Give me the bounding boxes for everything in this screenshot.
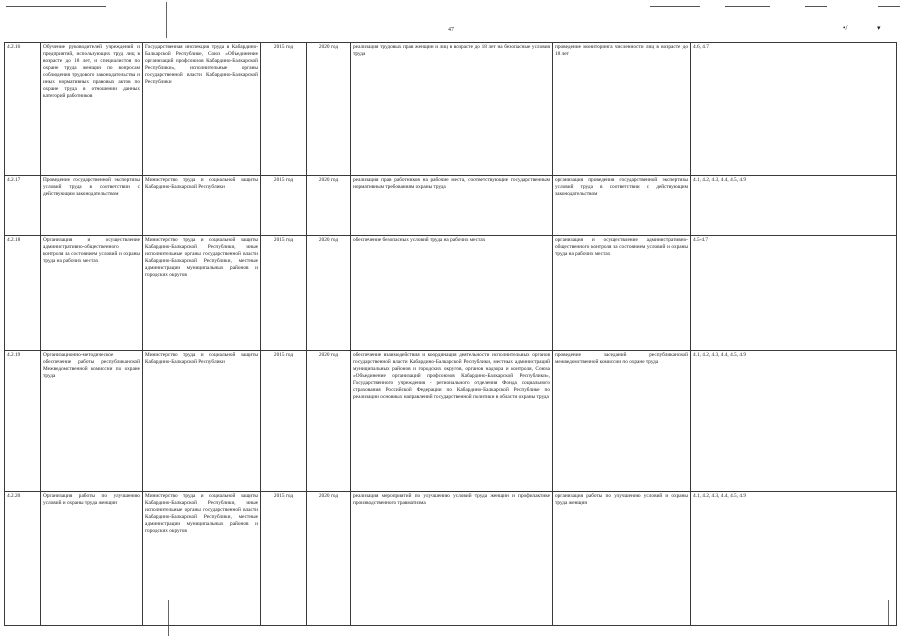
executors: Министерство труда и социальной защиты Кабардино-Балкарской Республики <box>143 351 261 492</box>
measure-name: Проведение государственной экспертизы условий труда в соответствии с действующим законодательством <box>41 176 143 236</box>
scan-line <box>650 6 700 7</box>
end-year: 2020 год <box>307 492 351 626</box>
executors: Министерство труда и социальной защиты Кабардино-Балкарской Республики <box>143 176 261 236</box>
measure-number: 4.2.19 <box>5 351 41 492</box>
end-year: 2020 год <box>307 236 351 351</box>
indicator-numbers: 4.1, 4.2, 4.3, 4.4, 4.5, 4.9 <box>691 351 897 492</box>
expected-result: обеспечение взаимодействия и координация деятельности исполнительных органов государственной власти Кабардино-Балкарской Республики, местных администраций муниципальных районов и городских округов, органов надзора и контроля, Союза «Объединение организаций профсоюзов Кабардино-Балкарской Республики», Государственного учреждения - регионального отделения Фонда социального страхования Российской Федерации по Кабардино-Балкарской Республике по реализации основных направлений государственной политики в области охраны труда <box>351 351 553 492</box>
measure-number: 4.2.20 <box>5 492 41 626</box>
measure-number: 4.2.17 <box>5 176 41 236</box>
relation-to-indicators: проведение заседаний республиканской межведомственной комиссии по охране труда <box>553 351 691 492</box>
corner-mark: ▾ <box>877 24 881 32</box>
relation-to-indicators: проведение мониторинга численности лиц в возрасте до 18 лет <box>553 43 691 176</box>
end-year: 2020 год <box>307 351 351 492</box>
measure-number: 4.2.16 <box>5 43 41 176</box>
executors: Министерство труда и социальной защиты Кабардино-Балкарской Республики, иные исполнительные органы государственной власти Кабардино-Балкарской Республики, местные администрации муниципальных районов и городских округов <box>143 492 261 626</box>
scan-tick <box>166 2 167 38</box>
end-year: 2020 год <box>307 176 351 236</box>
corner-mark: •/ <box>843 24 848 32</box>
expected-result: реализация прав работников на рабочие места, соответствующие государственным нормативным требованиям охраны труда <box>351 176 553 236</box>
start-year: 2015 год <box>261 176 307 236</box>
measure-name: Обучение руководителей учреждений и предприятий, использующих труд лиц в возрасте до 18 лет, и специалистов по охране труда женщин по вопросам соблюдения трудового законодательства и иных нормативных правовых актов по охране труда в отношении данных категорий работников <box>41 43 143 176</box>
expected-result: реализация мероприятий по улучшению условий труда женщин и профилактике производственного травматизма <box>351 492 553 626</box>
measure-name: Организационно-методическое обеспечение работы республиканской Межведомственной комиссии по охране труда <box>41 351 143 492</box>
start-year: 2015 год <box>261 43 307 176</box>
indicator-numbers: 4.1, 4.2, 4.3, 4.4, 4.5, 4.9 <box>691 176 897 236</box>
indicator-numbers: 4.5-4.7 <box>691 236 897 351</box>
executors: Министерство труда и социальной защиты Кабардино-Балкарской Республики, иные исполнительные органы государственной власти Кабардино-Балкарской Республики, местные администрации муниципальных районов и городских округов <box>143 236 261 351</box>
scan-line <box>6 6 106 7</box>
table-row <box>5 176 897 236</box>
indicator-numbers: 4.6, 4.7 <box>691 43 897 176</box>
relation-to-indicators: организация проведения государственной экспертизы условий труда в соответствии с действующим законодательством <box>553 176 691 236</box>
relation-to-indicators: организация и осуществление административно-общественного контроля за состоянием условий и охраны труда на рабочих местах <box>553 236 691 351</box>
measure-name: Организация и осуществление административно-общественного контроля за состоянием условий и охраны труда на рабочих местах <box>41 236 143 351</box>
table-row <box>5 236 897 351</box>
table-row <box>5 351 897 492</box>
end-year: 2020 год <box>307 43 351 176</box>
scan-line <box>725 6 770 7</box>
executors: Государственная инспекция труда в Кабардино-Балкарской Республике, Союз «Объединение организаций профсоюзов Кабардино-Балкарской Республики», исполнительные органы государственной власти Кабардино-Балкарской Республики <box>143 43 261 176</box>
measure-name: Организация работы по улучшению условий и охраны труда женщин <box>41 492 143 626</box>
expected-result: обеспечение безопасных условий труда на рабочих местах <box>351 236 553 351</box>
table-row <box>5 43 897 176</box>
start-year: 2015 год <box>261 351 307 492</box>
expected-result: реализация трудовых прав женщин и лиц в возрасте до 18 лет на безопасные условия труда <box>351 43 553 176</box>
measure-number: 4.2.18 <box>5 236 41 351</box>
scan-line <box>878 6 900 7</box>
start-year: 2015 год <box>261 492 307 626</box>
indicator-numbers: 4.1, 4.2, 4.3, 4.4, 4.5, 4.9 <box>691 492 897 626</box>
table-row <box>5 492 897 626</box>
scan-line <box>805 6 827 7</box>
relation-to-indicators: организация работы по улучшению условий и охраны труда женщин <box>553 492 691 626</box>
page-number: 47 <box>448 27 454 33</box>
program-measures-table <box>4 42 897 626</box>
start-year: 2015 год <box>261 236 307 351</box>
